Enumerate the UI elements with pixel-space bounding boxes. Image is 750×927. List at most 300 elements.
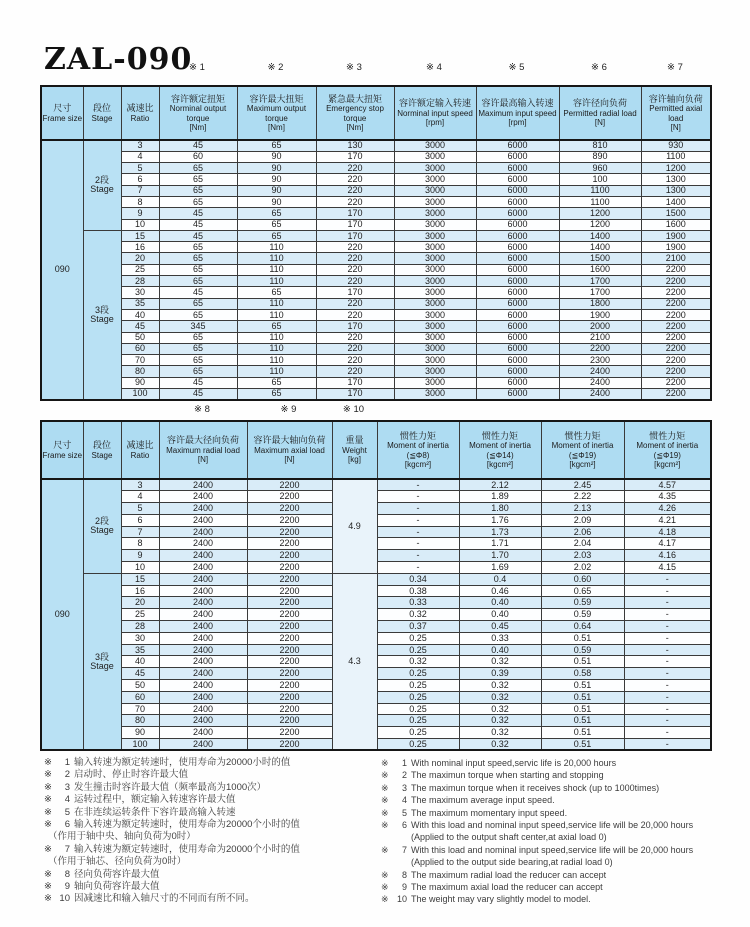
footnote-line xyxy=(44,831,381,843)
column-header-zh: 容许最高输入转速 xyxy=(481,98,554,109)
footnote-text: （作用于轴芯、径向负荷为0时） xyxy=(48,856,187,868)
value-cell: 2200 xyxy=(247,597,332,609)
value-cell: 0.25 xyxy=(377,668,459,680)
table-row xyxy=(41,343,711,354)
value-cell: 65 xyxy=(159,253,237,264)
value-cell: 220 xyxy=(316,242,394,253)
ratio-cell: 6 xyxy=(121,514,159,526)
value-cell: 345 xyxy=(159,321,237,332)
ratio-cell: 15 xyxy=(121,230,159,241)
reference-mark-icon: ※ xyxy=(44,769,52,781)
value-cell: 65 xyxy=(159,343,237,354)
footnote-line xyxy=(381,819,718,831)
ratio-cell: 10 xyxy=(121,562,159,574)
value-cell: 220 xyxy=(316,253,394,264)
value-cell: 0.51 xyxy=(541,656,624,668)
footnote-line xyxy=(381,869,718,881)
column-header-zh: 容许额定扭矩 xyxy=(170,93,225,104)
value-cell: 6000 xyxy=(476,196,559,207)
column-header-note: (≦Φ19) xyxy=(568,450,597,460)
reference-mark-icon: ※ xyxy=(44,819,52,831)
ratio-cell: 80 xyxy=(121,366,159,377)
value-cell: 6000 xyxy=(476,219,559,230)
value-cell: 1500 xyxy=(641,208,711,219)
footnotes xyxy=(44,757,744,906)
value-cell: 6000 xyxy=(476,332,559,343)
value-cell: 110 xyxy=(237,366,316,377)
value-cell: 220 xyxy=(316,185,394,196)
table-row xyxy=(41,219,711,230)
column-header-en: Norminal output torque xyxy=(169,104,227,123)
ratio-cell: 4 xyxy=(121,151,159,162)
footnote-text: (Applied to the output shaft center,at axial load 0) xyxy=(411,832,607,843)
reference-mark-icon: ※ xyxy=(381,758,389,768)
value-cell: 220 xyxy=(316,174,394,185)
value-cell: 0.45 xyxy=(459,621,541,633)
value-cell: 6000 xyxy=(476,242,559,253)
value-cell: 0.59 xyxy=(541,644,624,656)
reference-mark-icon: ※ xyxy=(381,795,389,806)
value-cell: 3000 xyxy=(394,366,476,377)
footnote-text: With this load and nominal input speed,service life will be 20,000 hours xyxy=(411,820,694,831)
value-cell: 2200 xyxy=(247,479,332,491)
footnotes-english xyxy=(381,757,718,906)
value-cell: 65 xyxy=(237,377,316,388)
value-cell: 0.60 xyxy=(541,573,624,585)
value-cell: 0.32 xyxy=(459,739,541,751)
reference-mark-icon: ※ xyxy=(44,757,52,768)
ratio-cell: 100 xyxy=(121,739,159,751)
value-cell: 65 xyxy=(159,163,237,174)
table-row xyxy=(41,276,711,287)
value-cell: 0.25 xyxy=(377,691,459,703)
footnote-number: 5 xyxy=(64,806,70,818)
value-cell: - xyxy=(624,668,711,680)
value-cell: 2.06 xyxy=(541,526,624,538)
value-cell: 2000 xyxy=(559,321,641,332)
value-cell: 3000 xyxy=(394,321,476,332)
value-cell: 2200 xyxy=(247,621,332,633)
ratio-cell: 100 xyxy=(121,389,159,400)
value-cell: 110 xyxy=(237,253,316,264)
stage-cell: 2段 Stage xyxy=(83,140,121,230)
value-cell: 0.64 xyxy=(541,621,624,633)
ratio-cell: 8 xyxy=(121,538,159,550)
value-cell: 3000 xyxy=(394,389,476,400)
value-cell: 2200 xyxy=(247,680,332,692)
value-cell: 1.70 xyxy=(459,550,541,562)
column-header xyxy=(247,421,332,479)
value-cell: 3000 xyxy=(394,253,476,264)
value-cell: 6000 xyxy=(476,163,559,174)
value-cell: 2200 xyxy=(247,632,332,644)
value-cell: 220 xyxy=(316,163,394,174)
column-header-unit: [kgcm²] xyxy=(654,460,681,470)
ratio-cell: 7 xyxy=(121,185,159,196)
footnote-text: 输入转速为额定转速时，使用寿命为20000个小时的值 xyxy=(74,819,300,831)
value-cell: 2200 xyxy=(247,562,332,574)
value-cell: 2400 xyxy=(159,680,247,692)
value-cell: 1.76 xyxy=(459,514,541,526)
value-cell: 6000 xyxy=(476,140,559,151)
value-cell: 170 xyxy=(316,151,394,162)
value-cell: 3000 xyxy=(394,309,476,320)
value-cell: 0.33 xyxy=(377,597,459,609)
value-cell: 1900 xyxy=(641,242,711,253)
column-header-en: Stage xyxy=(91,450,113,460)
header-row xyxy=(41,421,711,479)
footnote-line xyxy=(44,757,381,769)
reference-mark-icon: ※ xyxy=(44,893,52,905)
column-header-zh: 段位 xyxy=(92,102,111,113)
value-cell: 2400 xyxy=(159,503,247,515)
value-cell: - xyxy=(377,550,459,562)
footnote-mark-ref: ※ 9 xyxy=(280,404,297,415)
footnote-line xyxy=(381,769,718,781)
ratio-cell: 45 xyxy=(121,668,159,680)
value-cell: 4.16 xyxy=(624,550,711,562)
column-header-unit: [kgcm²] xyxy=(486,460,514,470)
value-cell: 65 xyxy=(159,276,237,287)
ratio-cell: 40 xyxy=(121,309,159,320)
value-cell: 2200 xyxy=(247,503,332,515)
value-cell: 130 xyxy=(316,140,394,151)
footnote-text: （作用于轴中央、轴向负荷为0时） xyxy=(48,831,196,843)
reference-mark-icon: ※ xyxy=(44,794,52,806)
value-cell: 45 xyxy=(159,287,237,298)
value-cell: 1400 xyxy=(641,196,711,207)
ratio-cell: 16 xyxy=(121,242,159,253)
ratio-cell: 50 xyxy=(121,332,159,343)
footnote-number: 9 xyxy=(401,882,407,893)
value-cell: 100 xyxy=(559,174,641,185)
footnote-text: The maximum radial load the reducer can accept xyxy=(411,869,607,880)
footnote-text: 发生撞击时容许最大值（频率最高为1000次） xyxy=(74,781,267,793)
column-header-zh: 重量 xyxy=(345,435,364,446)
value-cell: 65 xyxy=(159,264,237,275)
column-header xyxy=(559,86,641,140)
value-cell: 65 xyxy=(159,355,237,366)
value-cell: 1900 xyxy=(559,309,641,320)
value-cell: - xyxy=(624,621,711,633)
value-cell: 2400 xyxy=(159,479,247,491)
value-cell: 0.32 xyxy=(377,609,459,621)
table-row xyxy=(41,332,711,343)
footnote-number: 2 xyxy=(64,769,70,781)
footnote-text: 输入转速为额定转速时，使用寿命为20000个小时的值 xyxy=(74,843,300,855)
value-cell: 2400 xyxy=(159,644,247,656)
value-cell: 0.40 xyxy=(459,597,541,609)
footnote-number: 2 xyxy=(401,770,407,781)
value-cell: 1100 xyxy=(641,151,711,162)
column-header-unit: [kg] xyxy=(348,455,361,465)
footnote-text: 在非连续运转条件下容许最高输入转速 xyxy=(74,806,236,818)
value-cell: 2200 xyxy=(641,298,711,309)
footnote-line xyxy=(381,807,718,819)
column-header-zh: 容许最大扭矩 xyxy=(249,93,304,104)
value-cell: - xyxy=(624,585,711,597)
column-header xyxy=(459,421,541,479)
footnote-number: 8 xyxy=(401,869,407,880)
footnote-line xyxy=(381,893,718,905)
value-cell: - xyxy=(624,609,711,621)
value-cell: 170 xyxy=(316,377,394,388)
value-cell: 65 xyxy=(159,242,237,253)
value-cell: 2400 xyxy=(159,585,247,597)
table-row xyxy=(41,389,711,400)
value-cell: 1200 xyxy=(559,219,641,230)
value-cell: 90 xyxy=(237,174,316,185)
column-header-zh: 惯性力矩 xyxy=(649,430,686,441)
value-cell: - xyxy=(624,691,711,703)
page-title: ZAL-090 xyxy=(44,42,193,77)
value-cell: 65 xyxy=(237,219,316,230)
value-cell: 0.25 xyxy=(377,632,459,644)
value-cell: 1100 xyxy=(559,196,641,207)
ratio-cell: 50 xyxy=(121,680,159,692)
footnote-mark-ref: ※ 7 xyxy=(667,62,683,73)
table-row xyxy=(41,573,711,585)
value-cell: 6000 xyxy=(476,321,559,332)
value-cell: 0.25 xyxy=(377,680,459,692)
table-row xyxy=(41,230,711,241)
value-cell: 2200 xyxy=(247,656,332,668)
value-cell: 2.45 xyxy=(541,479,624,491)
value-cell: 1100 xyxy=(559,185,641,196)
ratio-cell: 7 xyxy=(121,526,159,538)
column-header-unit: [N] xyxy=(670,123,681,133)
value-cell: 2200 xyxy=(247,550,332,562)
value-cell: 2100 xyxy=(559,332,641,343)
table-row xyxy=(41,140,711,151)
column-header xyxy=(41,421,83,479)
value-cell: 0.51 xyxy=(541,680,624,692)
value-cell: 1700 xyxy=(559,287,641,298)
footnote-text: The maximum momentary input speed. xyxy=(411,807,568,818)
value-cell: 110 xyxy=(237,332,316,343)
value-cell: 170 xyxy=(316,219,394,230)
value-cell: 65 xyxy=(159,298,237,309)
value-cell: 2200 xyxy=(247,715,332,727)
footnote-text: The maximum axial load the reducer can accept xyxy=(411,882,603,893)
value-cell: 2.12 xyxy=(459,479,541,491)
table1-header xyxy=(41,86,711,140)
value-cell: 2400 xyxy=(159,691,247,703)
column-header-unit: [kgcm²] xyxy=(404,460,432,470)
column-header-zh: 容许额定输入转速 xyxy=(398,98,471,109)
footnote-line xyxy=(44,769,381,781)
value-cell: 2200 xyxy=(641,287,711,298)
column-header xyxy=(394,86,476,140)
footnote-text: The maximum average input speed. xyxy=(411,795,555,806)
stage-cell: 3段 Stage xyxy=(83,573,121,750)
column-header-en: Frame size xyxy=(42,450,83,460)
value-cell: 45 xyxy=(159,208,237,219)
value-cell: 960 xyxy=(559,163,641,174)
column-header-zh: 尺寸 xyxy=(53,439,72,450)
table-row xyxy=(41,208,711,219)
table1-body xyxy=(41,140,711,400)
value-cell: 65 xyxy=(159,174,237,185)
value-cell: 90 xyxy=(237,151,316,162)
value-cell: 2200 xyxy=(247,668,332,680)
column-header xyxy=(159,421,247,479)
reference-mark-icon: ※ xyxy=(44,868,52,880)
value-cell: 2.09 xyxy=(541,514,624,526)
footnote-text: 运转过程中，额定输入转速容许最大值 xyxy=(74,794,236,806)
ratio-cell: 25 xyxy=(121,609,159,621)
value-cell: 3000 xyxy=(394,264,476,275)
value-cell: 2400 xyxy=(559,389,641,400)
value-cell: 2400 xyxy=(159,621,247,633)
value-cell: 110 xyxy=(237,264,316,275)
value-cell: 0.32 xyxy=(459,656,541,668)
value-cell: 2.03 xyxy=(541,550,624,562)
column-header-zh: 紧急最大扭矩 xyxy=(327,93,382,104)
value-cell: 2200 xyxy=(247,526,332,538)
table-row xyxy=(41,253,711,264)
value-cell: 4.35 xyxy=(624,491,711,503)
footnote-line xyxy=(44,794,381,806)
value-cell: 4.21 xyxy=(624,514,711,526)
value-cell: 0.51 xyxy=(541,703,624,715)
ratio-cell: 20 xyxy=(121,597,159,609)
value-cell: 65 xyxy=(159,196,237,207)
value-cell: 1600 xyxy=(559,264,641,275)
value-cell: 2200 xyxy=(247,644,332,656)
footnote-mark-ref: ※ 10 xyxy=(342,404,365,415)
value-cell: 3000 xyxy=(394,298,476,309)
value-cell: 6000 xyxy=(476,276,559,287)
reference-mark-icon: ※ xyxy=(44,843,52,855)
ratio-cell: 10 xyxy=(121,219,159,230)
ratio-cell: 70 xyxy=(121,355,159,366)
value-cell: 3000 xyxy=(394,276,476,287)
value-cell: 2200 xyxy=(641,321,711,332)
column-header-en: Moment of inertia xyxy=(387,441,449,451)
value-cell: 2200 xyxy=(559,343,641,354)
value-cell: 0.39 xyxy=(459,668,541,680)
value-cell: 2400 xyxy=(159,491,247,503)
table-row xyxy=(41,479,711,491)
column-header-unit: [N] xyxy=(284,455,295,465)
value-cell: 2400 xyxy=(159,632,247,644)
column-header-en: Moment of inertia xyxy=(469,441,531,451)
ratio-cell: 30 xyxy=(121,632,159,644)
value-cell: 2200 xyxy=(247,609,332,621)
value-cell: 220 xyxy=(316,264,394,275)
column-header-zh: 容许径向负荷 xyxy=(572,98,627,109)
value-cell: 6000 xyxy=(476,185,559,196)
value-cell: 2200 xyxy=(247,585,332,597)
value-cell: 6000 xyxy=(476,355,559,366)
value-cell: 3000 xyxy=(394,287,476,298)
value-cell: 6000 xyxy=(476,230,559,241)
column-header-unit: [N] xyxy=(594,118,606,128)
footnote-text: With this load and nominal input speed,service life will be 20,000 hours xyxy=(411,844,694,855)
value-cell: 0.65 xyxy=(541,585,624,597)
footnote-line xyxy=(44,856,381,868)
value-cell: 3000 xyxy=(394,185,476,196)
ratio-cell: 15 xyxy=(121,573,159,585)
value-cell: 0.51 xyxy=(541,632,624,644)
column-header-en: Ratio xyxy=(130,113,150,123)
value-cell: 2.13 xyxy=(541,503,624,515)
ratio-cell: 60 xyxy=(121,691,159,703)
value-cell: 2200 xyxy=(641,276,711,287)
column-header xyxy=(541,421,624,479)
table-row xyxy=(41,151,711,162)
value-cell: 2200 xyxy=(247,573,332,585)
value-cell: 170 xyxy=(316,389,394,400)
value-cell: 65 xyxy=(237,208,316,219)
value-cell: 0.25 xyxy=(377,644,459,656)
ratio-cell: 45 xyxy=(121,321,159,332)
column-header xyxy=(641,86,711,140)
value-cell: 110 xyxy=(237,242,316,253)
footnote-line xyxy=(44,782,381,794)
spec-table-torque-speed xyxy=(40,85,712,401)
value-cell: 4.26 xyxy=(624,503,711,515)
value-cell: 3000 xyxy=(394,163,476,174)
footnote-mark-ref: ※ 1 xyxy=(189,62,205,73)
value-cell: - xyxy=(624,680,711,692)
value-cell: 3000 xyxy=(394,208,476,219)
footnote-line xyxy=(44,844,381,856)
ratio-cell: 5 xyxy=(121,503,159,515)
column-header xyxy=(41,86,83,140)
value-cell: - xyxy=(377,479,459,491)
value-cell: 45 xyxy=(159,219,237,230)
column-header-unit: [rpm] xyxy=(425,118,445,128)
table-row xyxy=(41,242,711,253)
table-row xyxy=(41,264,711,275)
value-cell: 1.69 xyxy=(459,562,541,574)
ratio-cell: 25 xyxy=(121,264,159,275)
value-cell: - xyxy=(624,703,711,715)
value-cell: 90 xyxy=(237,163,316,174)
value-cell: - xyxy=(624,597,711,609)
value-cell: 1.80 xyxy=(459,503,541,515)
value-cell: 0.58 xyxy=(541,668,624,680)
footnote-number: 7 xyxy=(64,843,70,855)
value-cell: 2200 xyxy=(641,264,711,275)
footnote-number: 4 xyxy=(64,794,70,806)
frame-size-cell: 090 xyxy=(41,479,83,750)
value-cell: 2200 xyxy=(641,355,711,366)
value-cell: 2400 xyxy=(159,526,247,538)
footnote-text: 径向负荷容许最大值 xyxy=(74,868,160,880)
value-cell: 2200 xyxy=(641,389,711,400)
column-header-en: Weight xyxy=(342,445,367,455)
ratio-cell: 3 xyxy=(121,479,159,491)
value-cell: 110 xyxy=(237,309,316,320)
value-cell: 2400 xyxy=(159,703,247,715)
value-cell: 45 xyxy=(159,377,237,388)
value-cell: 2200 xyxy=(641,366,711,377)
ratio-cell: 6 xyxy=(121,174,159,185)
column-header-unit: [kgcm²] xyxy=(569,460,596,470)
value-cell: 170 xyxy=(316,287,394,298)
value-cell: 65 xyxy=(237,140,316,151)
footnote-number: 5 xyxy=(401,807,407,818)
footnotes-chinese xyxy=(44,757,381,906)
ratio-cell: 30 xyxy=(121,287,159,298)
table-row xyxy=(41,298,711,309)
header-row xyxy=(41,86,711,140)
column-header xyxy=(476,86,559,140)
reference-mark-icon: ※ xyxy=(381,770,389,781)
